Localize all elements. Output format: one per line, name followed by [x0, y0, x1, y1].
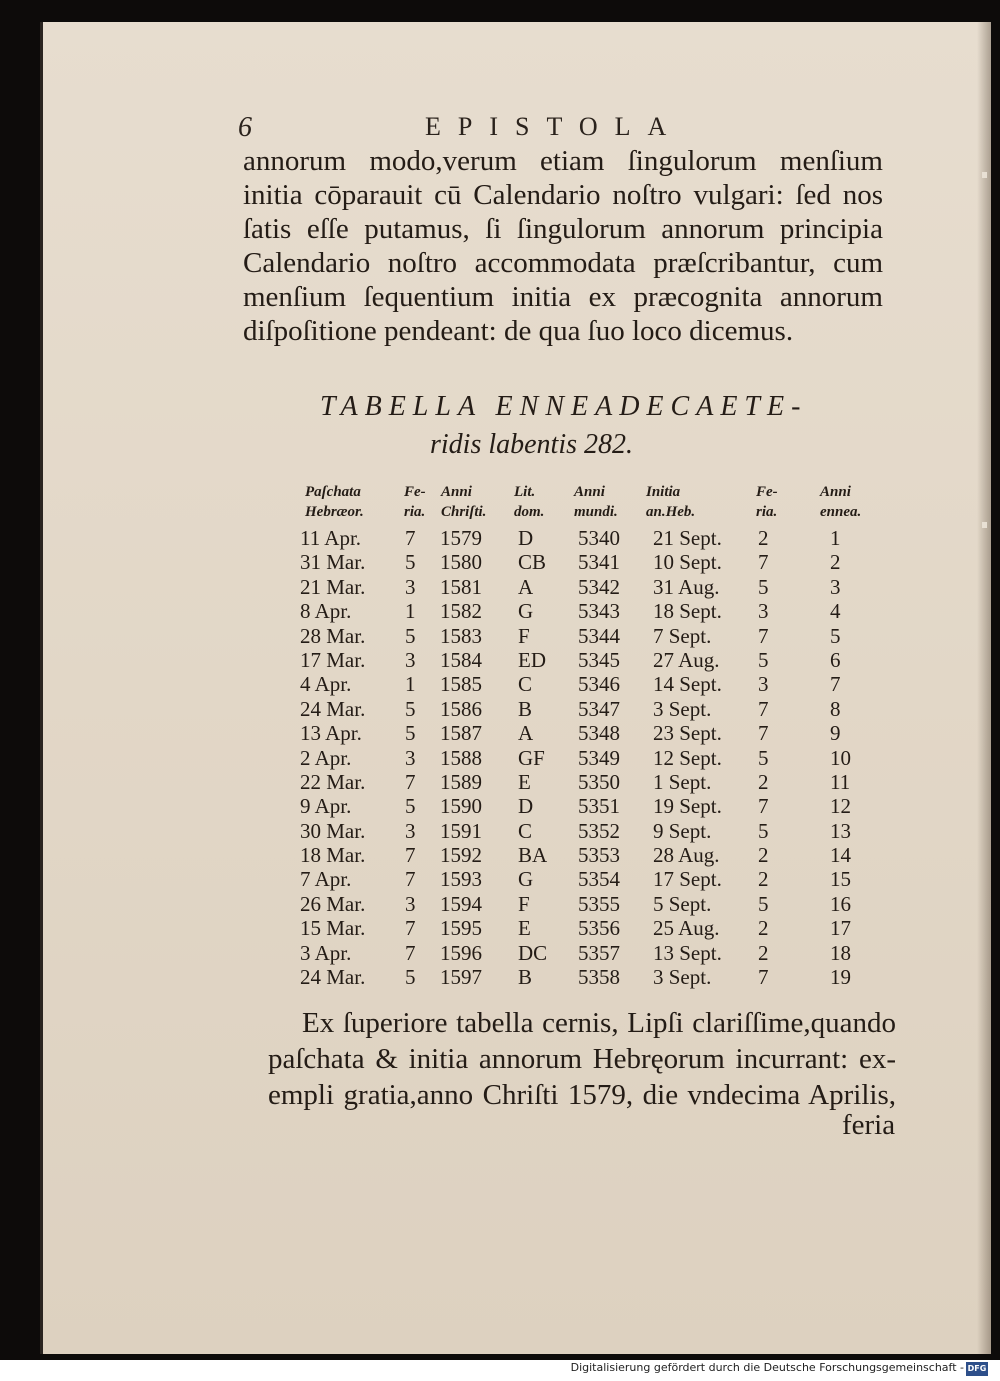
- table-cell: 24 Mar.: [300, 965, 366, 990]
- table-cell: 17 Sept.: [653, 867, 722, 892]
- table-row: [300, 819, 880, 843]
- table-row: [300, 770, 880, 794]
- table-cell: 3: [405, 574, 416, 599]
- table-cell: 18: [830, 940, 851, 965]
- table-cell: 5: [405, 721, 416, 746]
- table-cell: 11 Apr.: [300, 526, 362, 550]
- table-cell: 30 Mar.: [300, 818, 366, 843]
- table-cell: 8 Apr.: [300, 599, 352, 624]
- table-cell: 1588: [440, 745, 482, 770]
- table-cell: 3: [405, 891, 416, 916]
- table-cell: 9 Apr.: [300, 794, 352, 819]
- table-cell: 19: [830, 965, 851, 990]
- table-cell: ED: [518, 647, 546, 672]
- table-title-line: TABELLA ENNEADECAETE-: [320, 391, 808, 422]
- body-line: ſatis eſſe putamus, ſi ſingulorum annorum principia: [243, 213, 883, 245]
- table-cell: 17 Mar.: [300, 647, 366, 672]
- table-cell: 21 Sept.: [653, 526, 722, 550]
- table-cell: 15: [830, 867, 851, 892]
- table-cell: BA: [518, 843, 548, 868]
- table-cell: 1584: [440, 647, 482, 672]
- table-cell: 3 Apr.: [300, 940, 352, 965]
- table-cell: 5344: [578, 623, 620, 648]
- table-cell: 19 Sept.: [653, 794, 722, 819]
- column-header: Anni Chriſti.: [441, 484, 487, 520]
- table-cell: 2: [758, 769, 769, 794]
- table-cell: 7: [758, 794, 769, 819]
- table-cell: 5345: [578, 647, 620, 672]
- table-cell: 1579: [440, 526, 482, 550]
- table-cell: GF: [518, 745, 545, 770]
- table-cell: 9: [830, 721, 841, 746]
- table-cell: 25 Aug.: [653, 916, 720, 941]
- table-cell: A: [518, 721, 534, 746]
- table-cell: 2: [758, 940, 769, 965]
- table-cell: 5353: [578, 843, 620, 868]
- table-title-line: ridis labentis 282.: [430, 429, 634, 460]
- table-cell: 1580: [440, 550, 482, 575]
- table-cell: 1582: [440, 599, 482, 624]
- table-cell: 10 Sept.: [653, 550, 722, 575]
- table-cell: 1595: [440, 916, 482, 941]
- table-row: [300, 843, 880, 867]
- table-cell: 27 Aug.: [653, 647, 720, 672]
- table-cell: 5: [405, 696, 416, 721]
- table-cell: 5: [405, 550, 416, 575]
- table-cell: 3: [405, 745, 416, 770]
- table-cell: 1: [405, 599, 416, 624]
- column-header: Paſchata Hebræor.: [305, 484, 364, 520]
- table-cell: 5: [758, 647, 769, 672]
- table-cell: 5355: [578, 891, 620, 916]
- table-cell: 7: [758, 721, 769, 746]
- closing-line: empli gratia,anno Chriſti 1579, die vndecima Aprilis,: [268, 1079, 896, 1111]
- table-cell: 31 Mar.: [300, 550, 366, 575]
- table-row: [300, 941, 880, 965]
- table-row: [300, 697, 880, 721]
- table-cell: 1597: [440, 965, 482, 990]
- table-cell: 1: [830, 526, 841, 550]
- table-cell: 5348: [578, 721, 620, 746]
- table-cell: 7: [758, 696, 769, 721]
- table-cell: 13 Sept.: [653, 940, 722, 965]
- table-cell: 1583: [440, 623, 482, 648]
- table-cell: 1594: [440, 891, 482, 916]
- table-cell: 11: [830, 769, 851, 794]
- table-row: [300, 965, 880, 989]
- table-cell: F: [518, 891, 530, 916]
- table-row: [300, 624, 880, 648]
- table-cell: 7: [405, 526, 416, 550]
- table-cell: 1587: [440, 721, 482, 746]
- table-cell: A: [518, 574, 534, 599]
- table-cell: 21 Mar.: [300, 574, 366, 599]
- table-row: [300, 892, 880, 916]
- table-row: [300, 648, 880, 672]
- table-cell: DC: [518, 940, 548, 965]
- body-line: diſpoſitione pendeant: de qua ſuo loco dicemus.: [243, 315, 794, 347]
- table-cell: G: [518, 867, 534, 892]
- catchword: feria: [842, 1109, 896, 1141]
- table-cell: 5: [758, 818, 769, 843]
- table-cell: 4 Apr.: [300, 672, 352, 697]
- table-cell: 3: [405, 647, 416, 672]
- table-row: [300, 599, 880, 623]
- table-cell: 5343: [578, 599, 620, 624]
- table-cell: 5341: [578, 550, 620, 575]
- table-cell: E: [518, 769, 531, 794]
- table-cell: 5: [405, 623, 416, 648]
- table-cell: 5340: [578, 526, 620, 550]
- table-cell: 18 Mar.: [300, 843, 366, 868]
- table-cell: 5346: [578, 672, 620, 697]
- table-cell: 5: [405, 965, 416, 990]
- table-title: [320, 388, 840, 464]
- footer-credit: Digitalisierung gefördert durch die Deutsche Forschungsgemeinschaft -: [570, 1361, 964, 1374]
- table-cell: 12 Sept.: [653, 745, 722, 770]
- table-row: [300, 867, 880, 891]
- body-line: annorum modo,verum etiam ſingulorum menſium: [243, 145, 883, 177]
- table-cell: 5350: [578, 769, 620, 794]
- closing-line: paſchata & initia annorum Hebręorum incurrant: ex-: [268, 1043, 896, 1075]
- table-cell: 5352: [578, 818, 620, 843]
- table-cell: 5: [405, 794, 416, 819]
- table-cell: 2 Apr.: [300, 745, 352, 770]
- margin-mark: [982, 172, 987, 178]
- table-cell: 13 Apr.: [300, 721, 362, 746]
- table-cell: 5351: [578, 794, 620, 819]
- table-cell: 5357: [578, 940, 620, 965]
- table-cell: 17: [830, 916, 851, 941]
- table-row: [300, 672, 880, 696]
- column-header: Initia an.Heb.: [646, 484, 696, 520]
- table-cell: 14: [830, 843, 851, 868]
- table-cell: 2: [758, 916, 769, 941]
- table-cell: 7: [405, 916, 416, 941]
- table-cell: 5: [758, 574, 769, 599]
- table-cell: CB: [518, 550, 547, 575]
- table-cell: 5356: [578, 916, 620, 941]
- table-row: [300, 550, 880, 574]
- table-cell: 3: [405, 818, 416, 843]
- margin-mark: [982, 522, 987, 528]
- table-cell: 1589: [440, 769, 482, 794]
- table-cell: 2: [758, 867, 769, 892]
- table-cell: 5: [758, 745, 769, 770]
- table-cell: 14 Sept.: [653, 672, 722, 697]
- dfg-logo: DFG: [966, 1362, 988, 1376]
- body-line: initia cōparauit cū Calendario noſtro vulgari: ſed nos: [243, 179, 883, 211]
- column-header: Anni ennea.: [820, 484, 862, 520]
- table-cell: 9 Sept.: [653, 818, 712, 843]
- table-cell: 7 Apr.: [300, 867, 352, 892]
- table-cell: 24 Mar.: [300, 696, 366, 721]
- running-head: EPISTOLA: [425, 112, 684, 141]
- table-cell: 7: [830, 672, 841, 697]
- table-cell: 23 Sept.: [653, 721, 722, 746]
- table-cell: D: [518, 526, 534, 550]
- table-cell: 28 Mar.: [300, 623, 366, 648]
- body-paragraph: [243, 144, 883, 348]
- table-cell: 7: [758, 550, 769, 575]
- table-cell: 8: [830, 696, 841, 721]
- column-header: Lit. dom.: [514, 484, 545, 520]
- table-row: [300, 916, 880, 940]
- table-cell: 2: [758, 843, 769, 868]
- table-cell: 5: [758, 891, 769, 916]
- table-cell: 7: [405, 867, 416, 892]
- table-cell: 1596: [440, 940, 482, 965]
- table-cell: 3: [758, 599, 769, 624]
- closing-line: Ex ſuperiore tabella cernis, Lipſi clariſſime,quando: [302, 1007, 896, 1039]
- table-cell: C: [518, 818, 533, 843]
- table-cell: 1592: [440, 843, 482, 868]
- table-cell: 16: [830, 891, 851, 916]
- table-cell: D: [518, 794, 534, 819]
- table-cell: 1590: [440, 794, 482, 819]
- table-cell: 1591: [440, 818, 482, 843]
- page-number: 6: [238, 112, 252, 143]
- table-cell: 3 Sept.: [653, 696, 712, 721]
- table-cell: 2: [830, 550, 841, 575]
- table-cell: 5 Sept.: [653, 891, 712, 916]
- column-header: Fe- ria.: [756, 484, 778, 520]
- table-cell: 3: [830, 574, 841, 599]
- table-cell: 28 Aug.: [653, 843, 720, 868]
- table-cell: 1 Sept.: [653, 769, 712, 794]
- table-cell: 10: [830, 745, 851, 770]
- table-cell: 7 Sept.: [653, 623, 712, 648]
- table-row: [300, 575, 880, 599]
- table-cell: 31 Aug.: [653, 574, 720, 599]
- table-cell: 7: [405, 940, 416, 965]
- table-row: [300, 746, 880, 770]
- table-cell: 1593: [440, 867, 482, 892]
- table-cell: C: [518, 672, 533, 697]
- table-cell: 12: [830, 794, 851, 819]
- table-cell: 3 Sept.: [653, 965, 712, 990]
- table-cell: 7: [758, 623, 769, 648]
- table-cell: 5349: [578, 745, 620, 770]
- table-cell: 1581: [440, 574, 482, 599]
- table-cell: 1585: [440, 672, 482, 697]
- table-cell: 22 Mar.: [300, 769, 366, 794]
- body-line: Calendario noſtro accommodata præſcribantur, cum: [243, 247, 883, 279]
- table-cell: 2: [758, 526, 769, 550]
- table-cell: 1: [405, 672, 416, 697]
- column-header: Fe- ria.: [404, 484, 426, 520]
- table-cell: 26 Mar.: [300, 891, 366, 916]
- table-cell: B: [518, 965, 533, 990]
- column-header: Anni mundi.: [574, 484, 618, 520]
- table-cell: E: [518, 916, 531, 941]
- table-cell: 5354: [578, 867, 620, 892]
- table-body: [300, 526, 880, 989]
- table-row: [300, 721, 880, 745]
- table-cell: 18 Sept.: [653, 599, 722, 624]
- table-cell: 7: [758, 965, 769, 990]
- body-line: menſium ſequentium initia ex præcognita annorum: [243, 281, 883, 313]
- table-cell: 15 Mar.: [300, 916, 366, 941]
- table-cell: G: [518, 599, 534, 624]
- table-cell: 7: [405, 843, 416, 868]
- table-cell: 1586: [440, 696, 482, 721]
- table-cell: 5: [830, 623, 841, 648]
- table-cell: 7: [405, 769, 416, 794]
- table-cell: 3: [758, 672, 769, 697]
- table-cell: 13: [830, 818, 851, 843]
- table-cell: 5342: [578, 574, 620, 599]
- table-cell: 4: [830, 599, 841, 624]
- table-row: [300, 526, 880, 550]
- table-cell: 6: [830, 647, 841, 672]
- table-cell: B: [518, 696, 533, 721]
- table-cell: 5347: [578, 696, 620, 721]
- table-row: [300, 794, 880, 818]
- table-cell: F: [518, 623, 530, 648]
- table-cell: 5358: [578, 965, 620, 990]
- closing-paragraph: [268, 1005, 896, 1113]
